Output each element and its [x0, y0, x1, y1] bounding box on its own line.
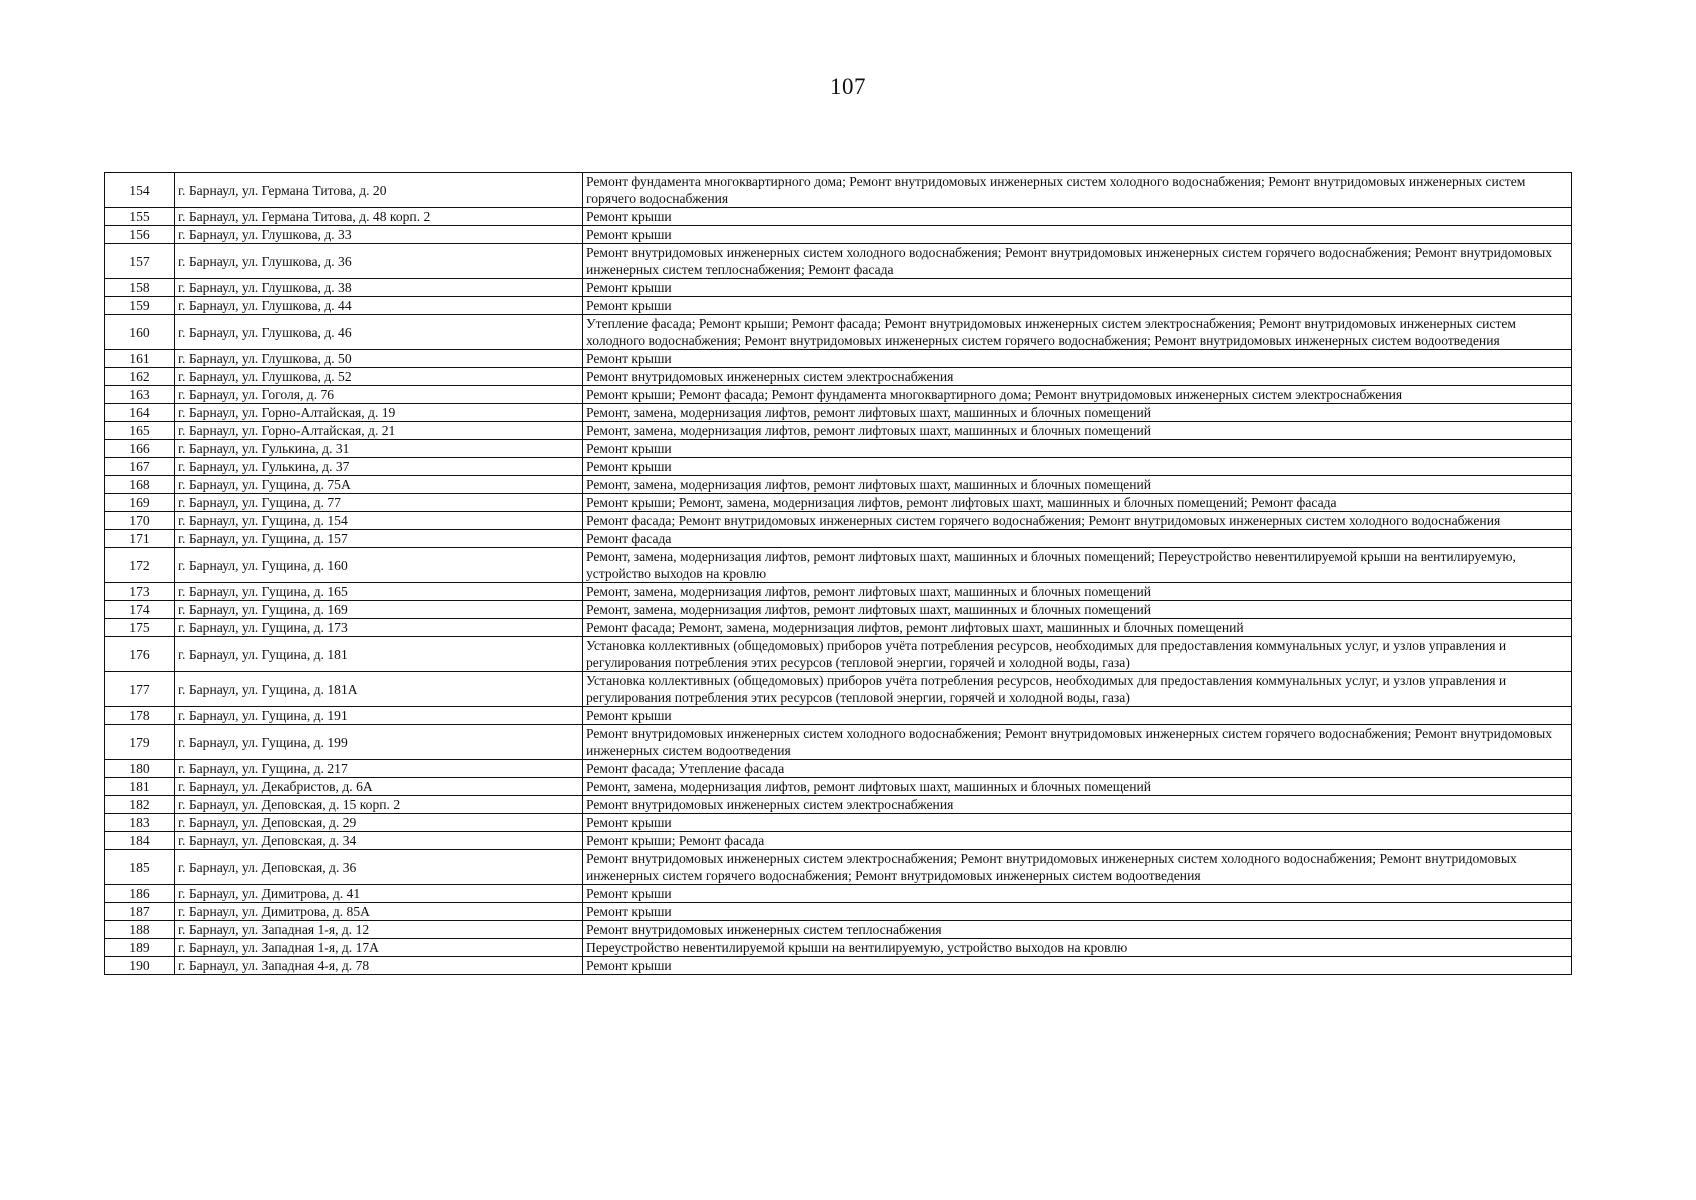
row-number-cell: 176	[105, 637, 175, 672]
works-cell: Утепление фасада; Ремонт крыши; Ремонт фасада; Ремонт внутридомовых инженерных систем электроснабжения; Ремонт внутридомовых инженерных систем холодного водоснабжения; Ремонт внутридомовых инженерных систем горячего водоснабжения; Ремонт внутридомовых инженерных систем водоотведения	[583, 315, 1572, 350]
table-row	[105, 583, 1572, 601]
row-number-cell: 155	[105, 208, 175, 226]
works-cell: Ремонт внутридомовых инженерных систем электроснабжения; Ремонт внутридомовых инженерных систем холодного водоснабжения; Ремонт внутридомовых инженерных систем горячего водоснабжения; Ремонт внутридомовых инженерных систем водоотведения	[583, 850, 1572, 885]
row-number-cell: 168	[105, 476, 175, 494]
address-cell: г. Барнаул, ул. Глушкова, д. 46	[175, 315, 583, 350]
address-cell: г. Барнаул, ул. Гущина, д. 154	[175, 512, 583, 530]
row-number-cell: 185	[105, 850, 175, 885]
works-cell: Ремонт, замена, модернизация лифтов, ремонт лифтовых шахт, машинных и блочных помещений	[583, 476, 1572, 494]
table-row	[105, 601, 1572, 619]
works-cell: Ремонт крыши	[583, 903, 1572, 921]
row-number-cell: 160	[105, 315, 175, 350]
table-body	[105, 173, 1572, 975]
address-cell: г. Барнаул, ул. Глушкова, д. 36	[175, 244, 583, 279]
works-cell: Ремонт, замена, модернизация лифтов, ремонт лифтовых шахт, машинных и блочных помещений	[583, 422, 1572, 440]
row-number-cell: 174	[105, 601, 175, 619]
table-row	[105, 725, 1572, 760]
table-row	[105, 707, 1572, 725]
works-cell: Ремонт крыши; Ремонт фасада	[583, 832, 1572, 850]
address-cell: г. Барнаул, ул. Деповская, д. 29	[175, 814, 583, 832]
table-row	[105, 368, 1572, 386]
address-cell: г. Барнаул, ул. Гулькина, д. 37	[175, 458, 583, 476]
row-number-cell: 162	[105, 368, 175, 386]
table-row	[105, 404, 1572, 422]
works-cell: Установка коллективных (общедомовых) приборов учёта потребления ресурсов, необходимых для предоставления коммунальных услуг, и узлов управления и регулирования потребления этих ресурсов (тепловой энергии, горячей и холодной воды, газа)	[583, 672, 1572, 707]
table-row	[105, 903, 1572, 921]
address-cell: г. Барнаул, ул. Декабристов, д. 6А	[175, 778, 583, 796]
works-cell: Установка коллективных (общедомовых) приборов учёта потребления ресурсов, необходимых для предоставления коммунальных услуг, и узлов управления и регулирования потребления этих ресурсов (тепловой энергии, горячей и холодной воды, газа)	[583, 637, 1572, 672]
table-row	[105, 672, 1572, 707]
address-cell: г. Барнаул, ул. Гулькина, д. 31	[175, 440, 583, 458]
table-row	[105, 548, 1572, 583]
address-cell: г. Барнаул, ул. Гущина, д. 181	[175, 637, 583, 672]
address-cell: г. Барнаул, ул. Германа Титова, д. 20	[175, 173, 583, 208]
address-cell: г. Барнаул, ул. Деповская, д. 36	[175, 850, 583, 885]
row-number-cell: 154	[105, 173, 175, 208]
table-row	[105, 921, 1572, 939]
table-row	[105, 512, 1572, 530]
address-cell: г. Барнаул, ул. Гущина, д. 199	[175, 725, 583, 760]
works-cell: Ремонт крыши	[583, 208, 1572, 226]
works-cell: Ремонт крыши	[583, 226, 1572, 244]
row-number-cell: 180	[105, 760, 175, 778]
address-cell: г. Барнаул, ул. Горно-Алтайская, д. 21	[175, 422, 583, 440]
row-number-cell: 188	[105, 921, 175, 939]
address-cell: г. Барнаул, ул. Западная 1-я, д. 12	[175, 921, 583, 939]
works-cell: Ремонт крыши	[583, 440, 1572, 458]
row-number-cell: 181	[105, 778, 175, 796]
works-cell: Ремонт внутридомовых инженерных систем теплоснабжения	[583, 921, 1572, 939]
address-cell: г. Барнаул, ул. Димитрова, д. 41	[175, 885, 583, 903]
row-number-cell: 172	[105, 548, 175, 583]
works-cell: Ремонт крыши	[583, 297, 1572, 315]
address-cell: г. Барнаул, ул. Германа Титова, д. 48 корп. 2	[175, 208, 583, 226]
table-row	[105, 885, 1572, 903]
works-cell: Ремонт внутридомовых инженерных систем электроснабжения	[583, 796, 1572, 814]
address-cell: г. Барнаул, ул. Западная 4-я, д. 78	[175, 957, 583, 975]
row-number-cell: 184	[105, 832, 175, 850]
table-row	[105, 814, 1572, 832]
address-cell: г. Барнаул, ул. Деповская, д. 15 корп. 2	[175, 796, 583, 814]
works-cell: Ремонт внутридомовых инженерных систем электроснабжения	[583, 368, 1572, 386]
row-number-cell: 166	[105, 440, 175, 458]
address-cell: г. Барнаул, ул. Глушкова, д. 52	[175, 368, 583, 386]
works-cell: Ремонт фасада; Ремонт внутридомовых инженерных систем горячего водоснабжения; Ремонт внутридомовых инженерных систем холодного водоснабжения	[583, 512, 1572, 530]
works-cell: Ремонт крыши	[583, 707, 1572, 725]
row-number-cell: 187	[105, 903, 175, 921]
table-row	[105, 208, 1572, 226]
row-number-cell: 169	[105, 494, 175, 512]
row-number-cell: 170	[105, 512, 175, 530]
table-row	[105, 760, 1572, 778]
row-number-cell: 163	[105, 386, 175, 404]
table-row	[105, 619, 1572, 637]
address-cell: г. Барнаул, ул. Гущина, д. 169	[175, 601, 583, 619]
works-cell: Ремонт крыши	[583, 957, 1572, 975]
works-cell: Ремонт фасада	[583, 530, 1572, 548]
table-row	[105, 279, 1572, 297]
works-cell: Переустройство невентилируемой крыши на вентилируемую, устройство выходов на кровлю	[583, 939, 1572, 957]
works-cell: Ремонт крыши; Ремонт фасада; Ремонт фундамента многоквартирного дома; Ремонт внутридомовых инженерных систем электроснабжения	[583, 386, 1572, 404]
works-cell: Ремонт фундамента многоквартирного дома; Ремонт внутридомовых инженерных систем холодного водоснабжения; Ремонт внутридомовых инженерных систем горячего водоснабжения	[583, 173, 1572, 208]
row-number-cell: 165	[105, 422, 175, 440]
works-cell: Ремонт внутридомовых инженерных систем холодного водоснабжения; Ремонт внутридомовых инженерных систем горячего водоснабжения; Ремонт внутридомовых инженерных систем водоотведения	[583, 725, 1572, 760]
table-row	[105, 494, 1572, 512]
row-number-cell: 189	[105, 939, 175, 957]
table-row	[105, 440, 1572, 458]
table-row	[105, 297, 1572, 315]
address-cell: г. Барнаул, ул. Гущина, д. 217	[175, 760, 583, 778]
table-row	[105, 244, 1572, 279]
works-cell: Ремонт фасада; Утепление фасада	[583, 760, 1572, 778]
address-cell: г. Барнаул, ул. Глушкова, д. 38	[175, 279, 583, 297]
works-cell: Ремонт, замена, модернизация лифтов, ремонт лифтовых шахт, машинных и блочных помещений	[583, 583, 1572, 601]
table-row	[105, 850, 1572, 885]
table-row	[105, 957, 1572, 975]
address-cell: г. Барнаул, ул. Гущина, д. 160	[175, 548, 583, 583]
table-row	[105, 173, 1572, 208]
table-row	[105, 226, 1572, 244]
row-number-cell: 183	[105, 814, 175, 832]
row-number-cell: 159	[105, 297, 175, 315]
address-cell: г. Барнаул, ул. Глушкова, д. 44	[175, 297, 583, 315]
address-cell: г. Барнаул, ул. Гоголя, д. 76	[175, 386, 583, 404]
table-row	[105, 315, 1572, 350]
table-row	[105, 350, 1572, 368]
table-row	[105, 637, 1572, 672]
address-cell: г. Барнаул, ул. Гущина, д. 173	[175, 619, 583, 637]
row-number-cell: 186	[105, 885, 175, 903]
row-number-cell: 164	[105, 404, 175, 422]
works-cell: Ремонт крыши	[583, 458, 1572, 476]
works-cell: Ремонт, замена, модернизация лифтов, ремонт лифтовых шахт, машинных и блочных помещений	[583, 778, 1572, 796]
row-number-cell: 177	[105, 672, 175, 707]
works-cell: Ремонт крыши; Ремонт, замена, модернизация лифтов, ремонт лифтовых шахт, машинных и блочных помещений; Ремонт фасада	[583, 494, 1572, 512]
works-cell: Ремонт, замена, модернизация лифтов, ремонт лифтовых шахт, машинных и блочных помещений	[583, 404, 1572, 422]
page-number: 107	[830, 74, 866, 99]
address-cell: г. Барнаул, ул. Гущина, д. 157	[175, 530, 583, 548]
table-row	[105, 386, 1572, 404]
row-number-cell: 156	[105, 226, 175, 244]
row-number-cell: 190	[105, 957, 175, 975]
row-number-cell: 182	[105, 796, 175, 814]
row-number-cell: 178	[105, 707, 175, 725]
table-row	[105, 530, 1572, 548]
row-number-cell: 167	[105, 458, 175, 476]
address-cell: г. Барнаул, ул. Горно-Алтайская, д. 19	[175, 404, 583, 422]
address-cell: г. Барнаул, ул. Гущина, д. 165	[175, 583, 583, 601]
address-cell: г. Барнаул, ул. Глушкова, д. 50	[175, 350, 583, 368]
table-row	[105, 832, 1572, 850]
works-cell: Ремонт внутридомовых инженерных систем холодного водоснабжения; Ремонт внутридомовых инженерных систем горячего водоснабжения; Ремонт внутридомовых инженерных систем теплоснабжения; Ремонт фасада	[583, 244, 1572, 279]
address-cell: г. Барнаул, ул. Западная 1-я, д. 17А	[175, 939, 583, 957]
works-cell: Ремонт крыши	[583, 279, 1572, 297]
address-cell: г. Барнаул, ул. Глушкова, д. 33	[175, 226, 583, 244]
row-number-cell: 158	[105, 279, 175, 297]
row-number-cell: 175	[105, 619, 175, 637]
works-cell: Ремонт крыши	[583, 350, 1572, 368]
address-cell: г. Барнаул, ул. Гущина, д. 75А	[175, 476, 583, 494]
address-cell: г. Барнаул, ул. Гущина, д. 191	[175, 707, 583, 725]
works-cell: Ремонт крыши	[583, 814, 1572, 832]
works-cell: Ремонт фасада; Ремонт, замена, модернизация лифтов, ремонт лифтовых шахт, машинных и блочных помещений	[583, 619, 1572, 637]
row-number-cell: 161	[105, 350, 175, 368]
row-number-cell: 171	[105, 530, 175, 548]
table-row	[105, 458, 1572, 476]
row-number-cell: 157	[105, 244, 175, 279]
repair-works-table	[104, 172, 1572, 975]
address-cell: г. Барнаул, ул. Деповская, д. 34	[175, 832, 583, 850]
works-cell: Ремонт, замена, модернизация лифтов, ремонт лифтовых шахт, машинных и блочных помещений	[583, 601, 1572, 619]
address-cell: г. Барнаул, ул. Димитрова, д. 85А	[175, 903, 583, 921]
works-cell: Ремонт крыши	[583, 885, 1572, 903]
address-cell: г. Барнаул, ул. Гущина, д. 181А	[175, 672, 583, 707]
table-row	[105, 476, 1572, 494]
row-number-cell: 179	[105, 725, 175, 760]
table-row	[105, 939, 1572, 957]
works-cell: Ремонт, замена, модернизация лифтов, ремонт лифтовых шахт, машинных и блочных помещений; Переустройство невентилируемой крыши на вентилируемую, устройство выходов на кровлю	[583, 548, 1572, 583]
address-cell: г. Барнаул, ул. Гущина, д. 77	[175, 494, 583, 512]
row-number-cell: 173	[105, 583, 175, 601]
table-row	[105, 796, 1572, 814]
table-row	[105, 422, 1572, 440]
table-row	[105, 778, 1572, 796]
